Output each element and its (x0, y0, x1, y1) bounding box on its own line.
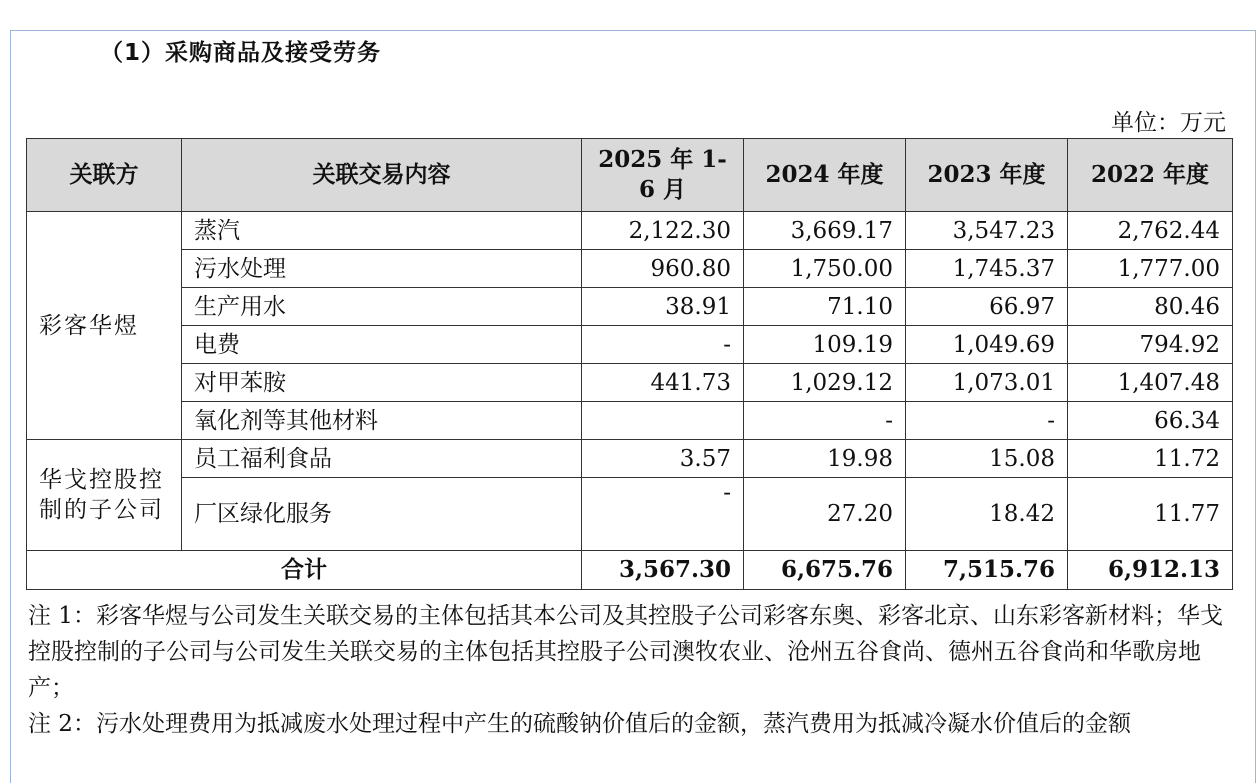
value-cell: 3,669.17 (744, 212, 906, 250)
value-cell: 11.77 (1068, 478, 1233, 551)
value-cell: 3.57 (582, 440, 744, 478)
value-cell: 15.08 (906, 440, 1068, 478)
item-label: 氧化剂等其他材料 (182, 402, 582, 440)
value-cell: 1,073.01 (906, 364, 1068, 402)
total-value: 7,515.76 (906, 551, 1068, 590)
header-2023: 2023 年度 (906, 139, 1068, 212)
unit-label: 单位：万元 (1111, 110, 1226, 136)
item-label: 生产用水 (182, 288, 582, 326)
value-cell: 1,049.69 (906, 326, 1068, 364)
total-value: 6,912.13 (1068, 551, 1233, 590)
header-party: 关联方 (27, 139, 182, 212)
note-2: 注 2：污水处理费用为抵减废水处理过程中产生的硫酸钠价值后的金额，蒸汽费用为抵减冷凝水价值后的金额 (28, 711, 1131, 737)
table-row (27, 402, 1233, 440)
value-cell: 1,777.00 (1068, 250, 1233, 288)
note-1: 注 1：彩客华煜与公司发生关联交易的主体包括其本公司及其控股子公司彩客东奥、彩客北京、山东彩客新材料；华戈控股控制的子公司与公司发生关联交易的主体包括其控股子公司澳牧农业、沧州五谷食尚、德州五谷食尚和华歌房地产； (28, 603, 1223, 701)
value-cell: 1,407.48 (1068, 364, 1233, 402)
total-row (27, 551, 1233, 590)
header-content: 关联交易内容 (182, 139, 582, 212)
table-row (27, 212, 1233, 250)
value-cell: 441.73 (582, 364, 744, 402)
value-cell: - (906, 402, 1068, 440)
value-cell: 71.10 (744, 288, 906, 326)
value-cell: 66.34 (1068, 402, 1233, 440)
header-2022: 2022 年度 (1068, 139, 1233, 212)
value-cell: 3,547.23 (906, 212, 1068, 250)
item-label: 员工福利食品 (182, 440, 582, 478)
value-cell: - (744, 402, 906, 440)
table-row (27, 478, 1233, 551)
value-cell: 1,745.37 (906, 250, 1068, 288)
value-cell: - (582, 326, 744, 364)
related-transactions-table (26, 138, 1233, 590)
total-value: 6,675.76 (744, 551, 906, 590)
value-cell: 2,122.30 (582, 212, 744, 250)
value-cell: 1,029.12 (744, 364, 906, 402)
header-2024: 2024 年度 (744, 139, 906, 212)
party-caike-huayu: 彩客华煜 (27, 212, 182, 440)
item-label: 蒸汽 (182, 212, 582, 250)
value-cell: 794.92 (1068, 326, 1233, 364)
notes-section (28, 598, 1238, 742)
table-row (27, 288, 1233, 326)
value-cell: 109.19 (744, 326, 906, 364)
table-row (27, 364, 1233, 402)
item-label: 厂区绿化服务 (182, 478, 582, 551)
total-label: 合计 (27, 551, 582, 590)
item-label: 污水处理 (182, 250, 582, 288)
item-label: 对甲苯胺 (182, 364, 582, 402)
item-label: 电费 (182, 326, 582, 364)
value-cell (582, 402, 744, 440)
value-cell: - (582, 478, 744, 551)
value-cell: 80.46 (1068, 288, 1233, 326)
value-cell: 11.72 (1068, 440, 1233, 478)
value-cell: 19.98 (744, 440, 906, 478)
total-value: 3,567.30 (582, 551, 744, 590)
section-title: （1）采购商品及接受劳务 (100, 40, 382, 66)
header-2025h1: 2025 年 1-6 月 (582, 139, 744, 212)
table-row (27, 326, 1233, 364)
table-row (27, 250, 1233, 288)
value-cell: 18.42 (906, 478, 1068, 551)
table-row (27, 440, 1233, 478)
value-cell: 38.91 (582, 288, 744, 326)
value-cell: 66.97 (906, 288, 1068, 326)
value-cell: 1,750.00 (744, 250, 906, 288)
value-cell: 2,762.44 (1068, 212, 1233, 250)
table-header-row (27, 139, 1233, 212)
party-huage-subsidiaries: 华戈控股控制的子公司 (27, 440, 182, 551)
value-cell: 27.20 (744, 478, 906, 551)
value-cell: 960.80 (582, 250, 744, 288)
